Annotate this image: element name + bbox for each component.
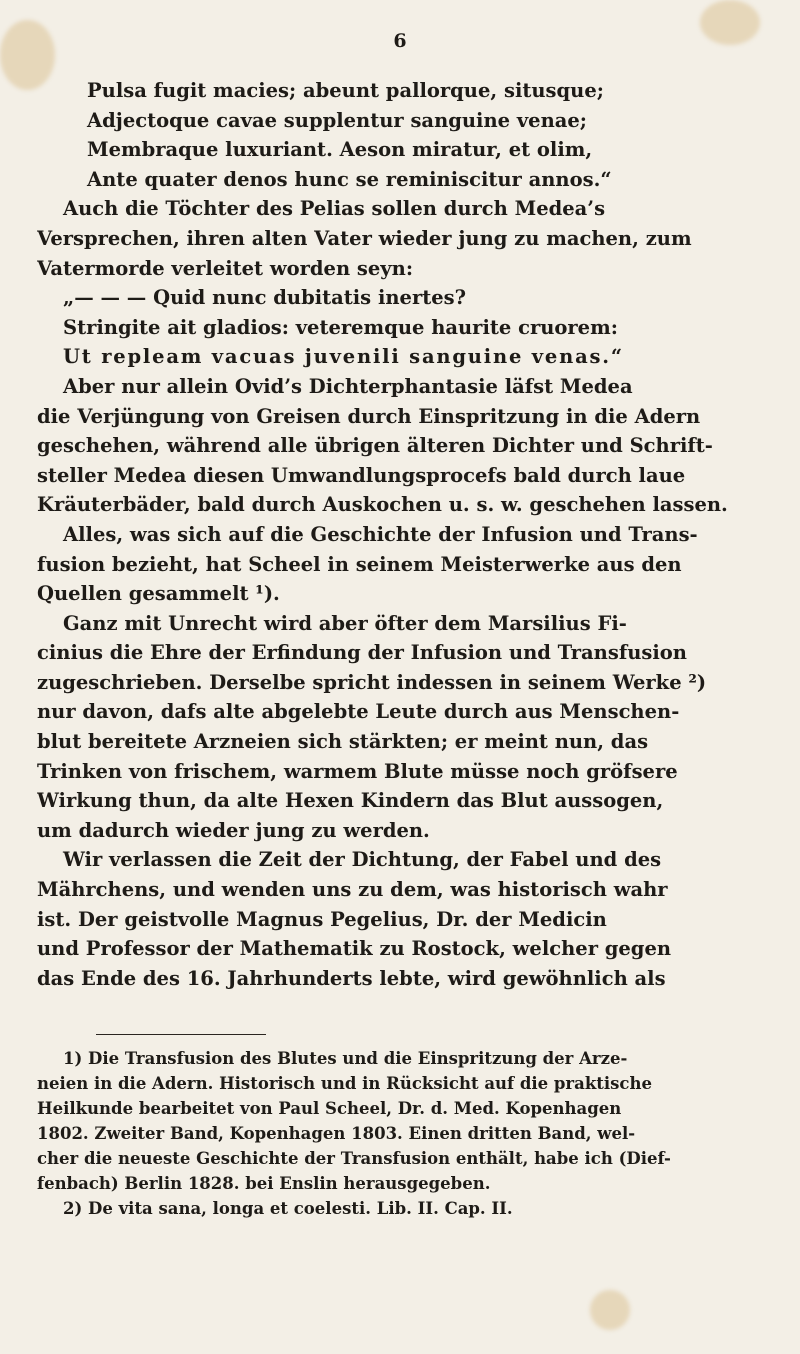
footnotes bbox=[37, 1046, 767, 1221]
text-line: Membraque luxuriant. Aeson miratur, et olim, bbox=[87, 138, 593, 162]
footnote-line: fenbach) Berlin 1828. bei Enslin herausgegeben. bbox=[37, 1174, 491, 1193]
text-line: Kräuterbäder, bald durch Auskochen u. s. w. geschehen lassen. bbox=[37, 493, 728, 517]
text-line: steller Medea diesen Umwandlungsprocefs bald durch laue bbox=[37, 463, 686, 487]
footnote-divider bbox=[96, 1034, 266, 1035]
text-line: und Professor der Mathematik zu Rostock, welcher gegen bbox=[37, 937, 672, 961]
text-line: Trinken von frischem, warmem Blute müsse noch gröfsere bbox=[37, 759, 678, 783]
page-number: 6 bbox=[393, 30, 407, 52]
text-line: geschehen, während alle übrigen älteren Dichter und Schrift- bbox=[37, 434, 713, 458]
footnote-line: 2) De vita sana, longa et coelesti. Lib. II. Cap. II. bbox=[63, 1199, 513, 1218]
text-line: nur davon, dafs alte abgelebte Leute durch aus Menschen- bbox=[37, 700, 680, 724]
text-line: zugeschrieben. Derselbe spricht indessen in seinem Werke ²) bbox=[37, 670, 707, 694]
text-line: Ante quater denos hunc se reminiscitur annos.“ bbox=[87, 167, 612, 191]
footnote-line: cher die neueste Geschichte der Transfusion enthält, habe ich (Dief- bbox=[37, 1149, 671, 1168]
text-line: Mährchens, und wenden uns zu dem, was historisch wahr bbox=[37, 878, 668, 902]
text-line: Pulsa fugit macies; abeunt pallorque, situsque; bbox=[87, 79, 604, 102]
text-line: die Verjüngung von Greisen durch Einspritzung in die Adern bbox=[37, 404, 701, 428]
text-line: Wirkung thun, da alte Hexen Kindern das Blut aussogen, bbox=[37, 789, 664, 813]
text-line: Aber nur allein Ovid’s Dichterphantasie läfst Medea bbox=[63, 374, 633, 398]
text-line: Quellen gesammelt ¹). bbox=[37, 582, 280, 606]
text-line: um dadurch wieder jung zu werden. bbox=[37, 818, 430, 842]
text-line: blut bereitete Arzneien sich stärkten; er meint nun, das bbox=[37, 730, 649, 754]
text-line: Wir verlassen die Zeit der Dichtung, der Fabel und des bbox=[63, 848, 662, 872]
text-line: Versprechen, ihren alten Vater wieder jung zu machen, zum bbox=[37, 226, 692, 250]
text-line: Vatermorde verleitet worden seyn: bbox=[37, 256, 414, 280]
text-line: ist. Der geistvolle Magnus Pegelius, Dr. der Medicin bbox=[37, 907, 607, 931]
footnote-line: neien in die Adern. Historisch und in Rücksicht auf die praktische bbox=[37, 1074, 652, 1093]
text-line: Ut repleam vacuas juvenili sanguine venas.“ bbox=[63, 345, 624, 369]
footnote-line: Heilkunde bearbeitet von Paul Scheel, Dr. d. Med. Kopenhagen bbox=[37, 1099, 622, 1118]
paper-stain bbox=[590, 1290, 630, 1330]
text-line: fusion bezieht, hat Scheel in seinem Meisterwerke aus den bbox=[37, 552, 682, 576]
text-line: Adjectoque cavae supplentur sanguine venae; bbox=[87, 108, 587, 132]
text-line: Alles, was sich auf die Geschichte der Infusion und Trans- bbox=[63, 522, 698, 546]
text-line: „— — — Quid nunc dubitatis inertes? bbox=[63, 286, 467, 310]
text-line: Stringite ait gladios: veteremque haurite cruorem: bbox=[63, 315, 618, 339]
footnote-line: 1) Die Transfusion des Blutes und die Einspritzung der Arze- bbox=[63, 1049, 628, 1068]
text-line: Auch die Töchter des Pelias sollen durch Medea’s bbox=[63, 197, 606, 221]
main-text bbox=[37, 76, 767, 993]
text-line: Ganz mit Unrecht wird aber öfter dem Marsilius Fi- bbox=[63, 611, 627, 635]
text-line: das Ende des 16. Jahrhunderts lebte, wird gewöhnlich als bbox=[37, 966, 666, 990]
footnote-line: 1802. Zweiter Band, Kopenhagen 1803. Einen dritten Band, wel- bbox=[37, 1124, 636, 1143]
text-line: cinius die Ehre der Erfindung der Infusion und Transfusion bbox=[37, 641, 687, 665]
